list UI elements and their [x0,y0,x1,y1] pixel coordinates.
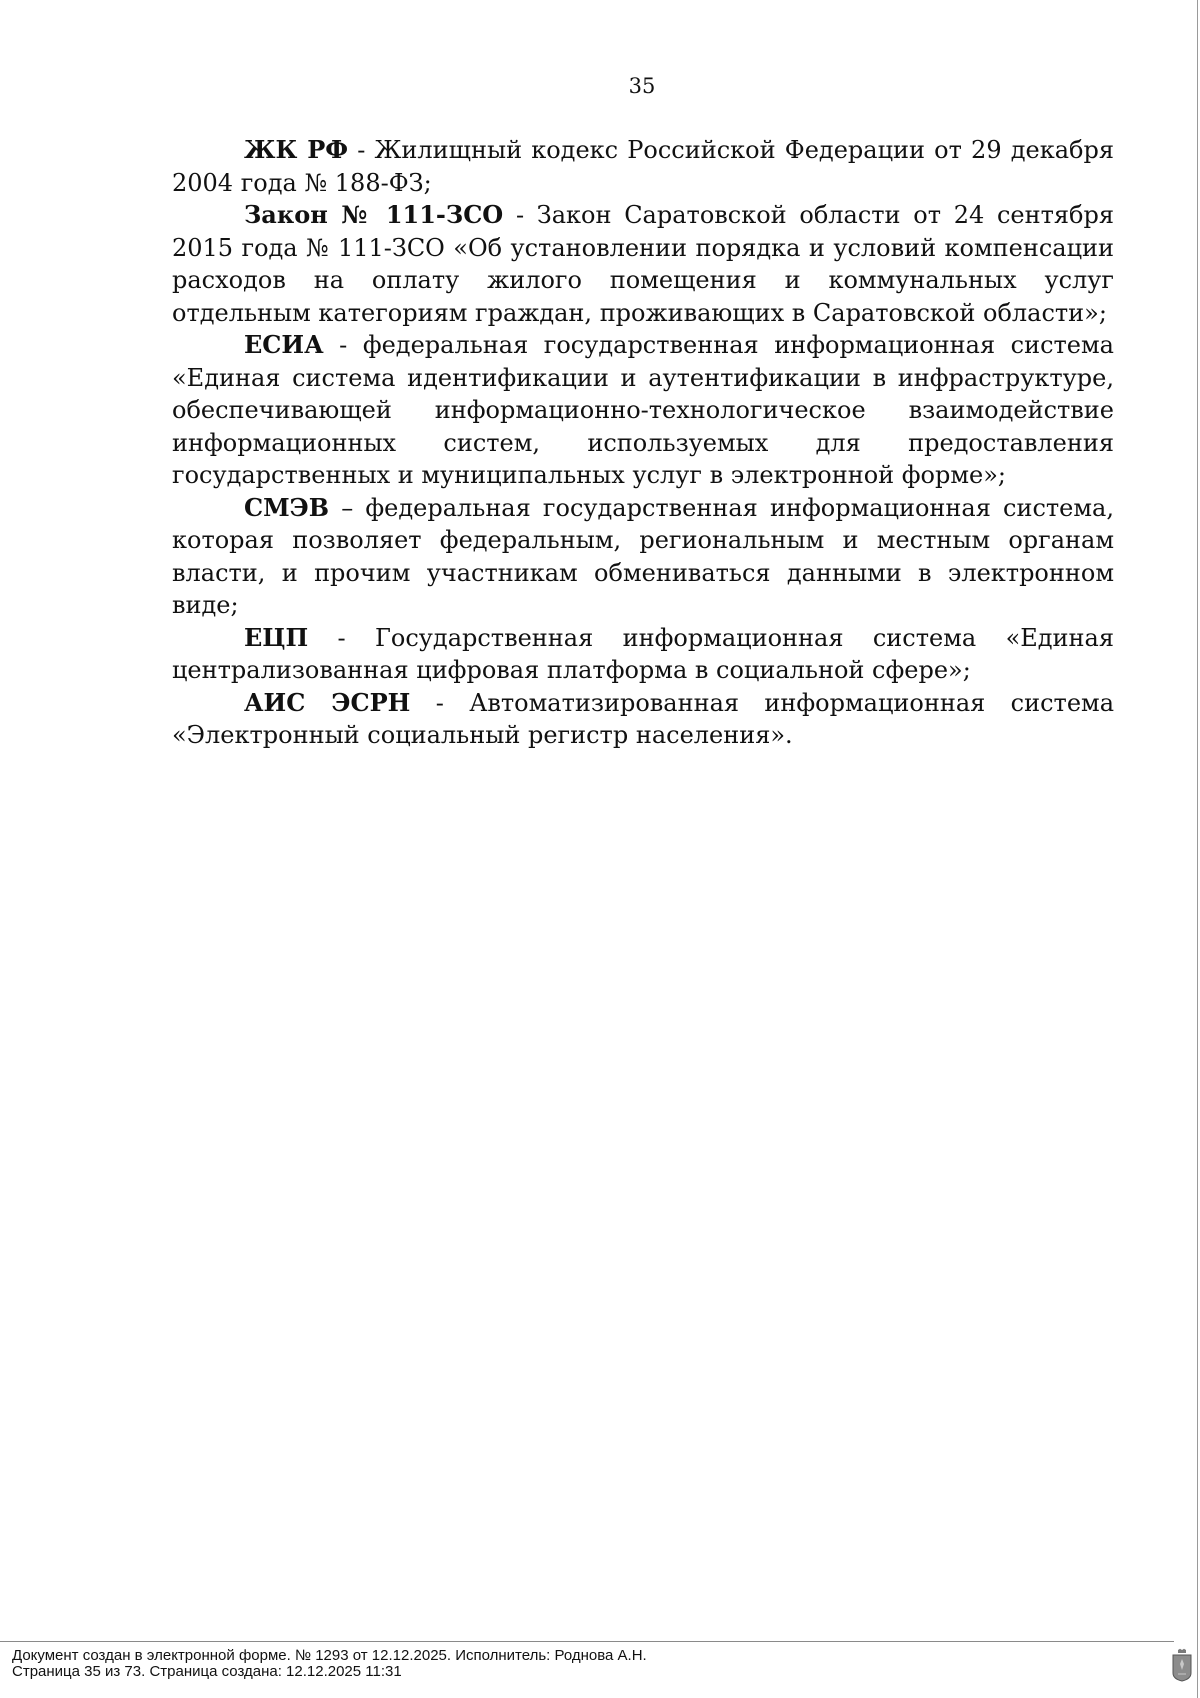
definition-text: - Автоматизированная информационная система «Электронный социальный регистр населения». [172,688,1115,749]
definition-text: - Жилищный кодекс Российской Федерации от 29 декабря 2004 года № 188-ФЗ; [172,136,1114,197]
definition-ais-esrn [172,687,1114,752]
footer-page-info: Страница 35 из 73. Страница создана: 12.12.2025 11:31 [12,1663,402,1680]
document-body [172,134,1114,752]
coat-of-arms-icon [1172,1648,1192,1682]
definition-text: - Государственная информационная система «Единая централизованная цифровая платформа в социальной сфере»; [172,623,1114,684]
definition-smev [172,492,1114,622]
definition-term: АИС ЭСРН [244,687,411,717]
definition-text: – федеральная государственная информационная система, которая позволяет федеральным, региональным и местным органам власти, и прочим участникам обмениваться данными в электронном виде; [172,493,1114,619]
definition-term: ЕЦП [244,622,309,652]
definition-term: ЖК РФ [244,135,349,164]
definition-esia [172,329,1114,492]
document-footer [12,1648,647,1680]
definition-text: - федеральная государственная информационная система «Единая система идентификации и аутентификации в инфраструктуре, обеспечивающей информационно-технологическое взаимодействие информационных систем, используемых для предоставления государственных и муниципальных услуг в электронной форме»; [172,331,1114,489]
definition-ecp [172,622,1114,687]
definition-zakon-111-zso [172,199,1114,329]
page-edge-rule [1197,0,1198,1698]
footer-document-info: Документ создан в электронной форме. № 1293 от 12.12.2025. Исполнитель: Роднова А.Н. [12,1647,647,1664]
footer-divider [0,1641,1174,1642]
page-number: 35 [628,74,656,98]
definition-zhk-rf [172,134,1114,199]
definition-term: СМЭВ [244,492,330,522]
definition-term: ЕСИА [244,330,324,359]
definition-text: - Закон Саратовской области от 24 сентября 2015 года № 111-ЗСО «Об установлении порядка и условий компенсации расходов на оплату жилого помещения и коммунальных услуг отдельным категориям граждан, проживающих в Саратовской области»; [172,201,1114,327]
definition-term: Закон № 111-ЗСО [244,200,504,229]
